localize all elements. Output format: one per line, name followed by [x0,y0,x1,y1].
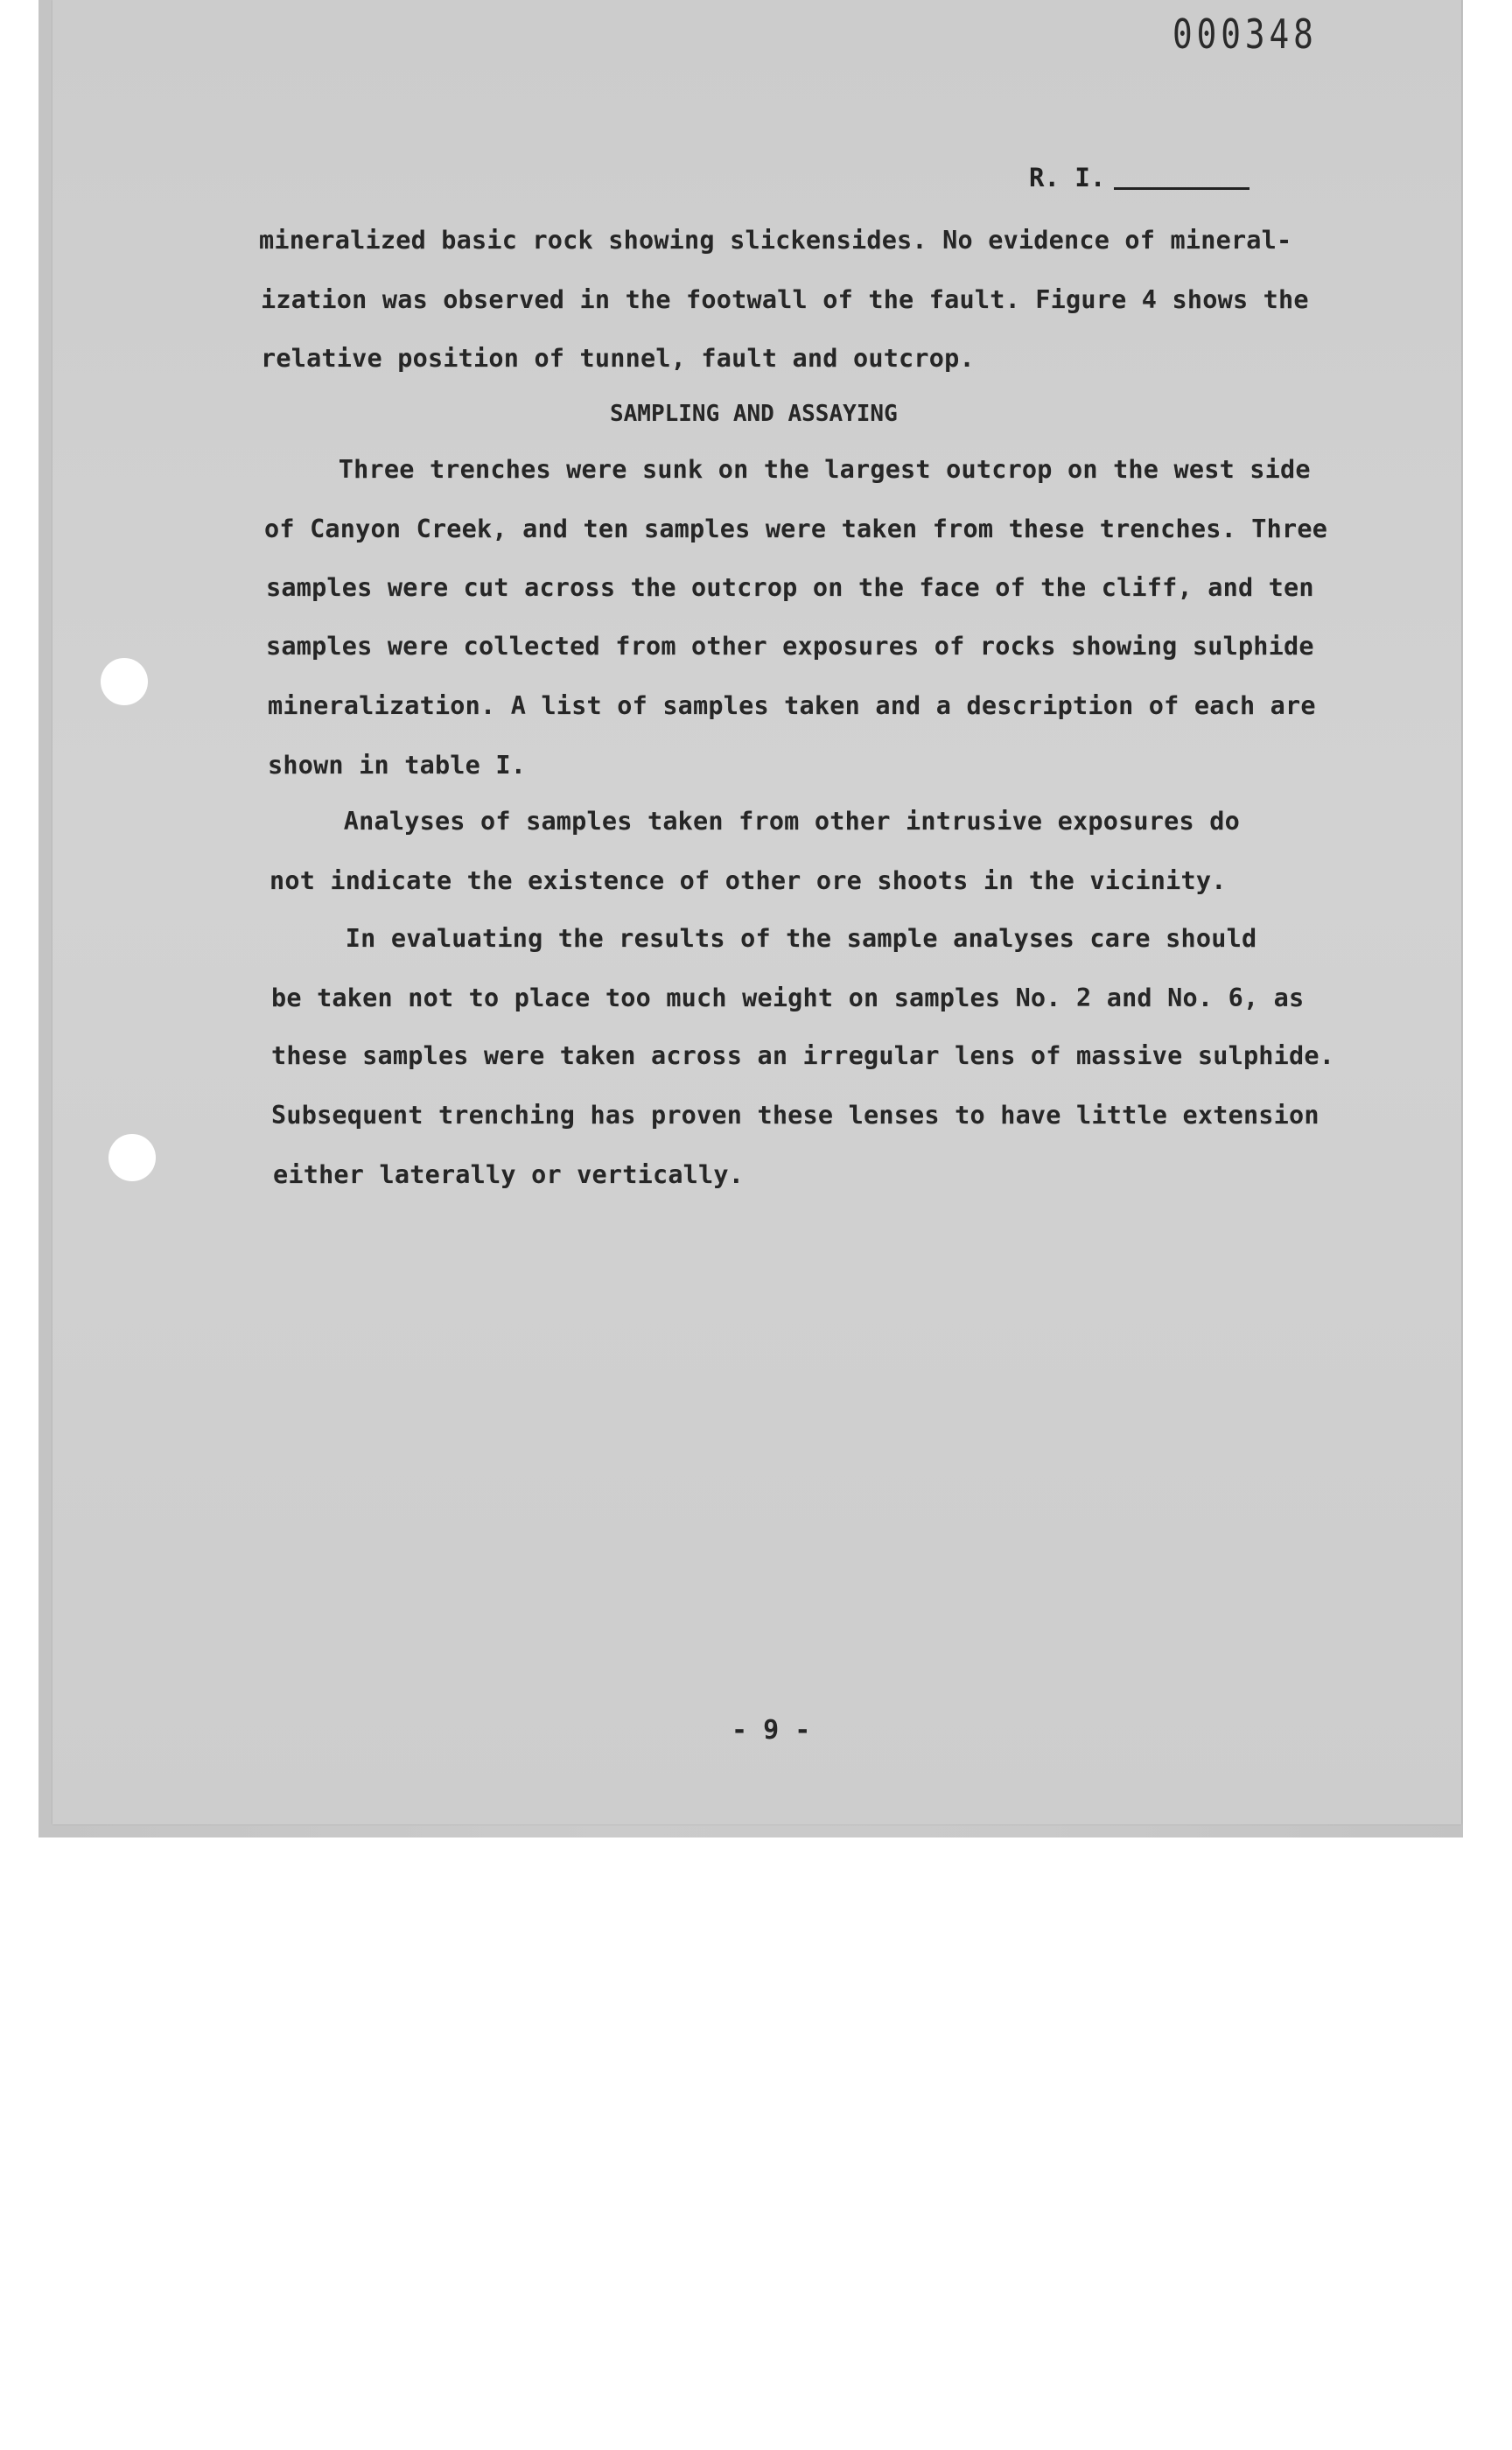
body-line: samples were collected from other exposures of rocks showing sulphide [266,632,1314,661]
report-identifier [1029,163,1250,192]
body-line: mineralized basic rock showing slickensides. No evidence of mineral- [259,226,1292,255]
document-page [52,0,1461,1824]
body-line: relative position of tunnel, fault and outcrop. [261,344,975,373]
document-stamp-number: 000348 [1172,10,1318,58]
page-number: - 9 - [732,1715,811,1746]
body-line: ization was observed in the footwall of the fault. Figure 4 shows the [261,285,1309,314]
report-label: R. I. [1029,163,1106,192]
punch-hole-top [101,658,148,705]
body-line: of Canyon Creek, and ten samples were taken from these trenches. Three [264,514,1328,543]
report-blank-line [1114,187,1250,190]
body-line: not indicate the existence of other ore shoots in the vicinity. [270,866,1227,895]
body-line: these samples were taken across an irregular lens of massive sulphide. [271,1041,1335,1070]
body-line: either laterally or vertically. [273,1160,745,1189]
body-line: mineralization. A list of samples taken and a description of each are [268,691,1316,720]
section-heading: SAMPLING AND ASSAYING [610,401,898,427]
body-line: Subsequent trenching has proven these lenses to have little extension [271,1101,1320,1130]
body-line: In evaluating the results of the sample analyses care should [270,924,1257,953]
body-line: be taken not to place too much weight on samples No. 2 and No. 6, as [271,984,1305,1012]
body-line: shown in table I. [268,751,527,780]
body-line: Three trenches were sunk on the largest outcrop on the west side [262,455,1311,484]
punch-hole-bottom [108,1134,156,1181]
body-line: samples were cut across the outcrop on the face of the cliff, and ten [266,573,1314,602]
body-line: Analyses of samples taken from other intrusive exposures do [268,807,1240,836]
